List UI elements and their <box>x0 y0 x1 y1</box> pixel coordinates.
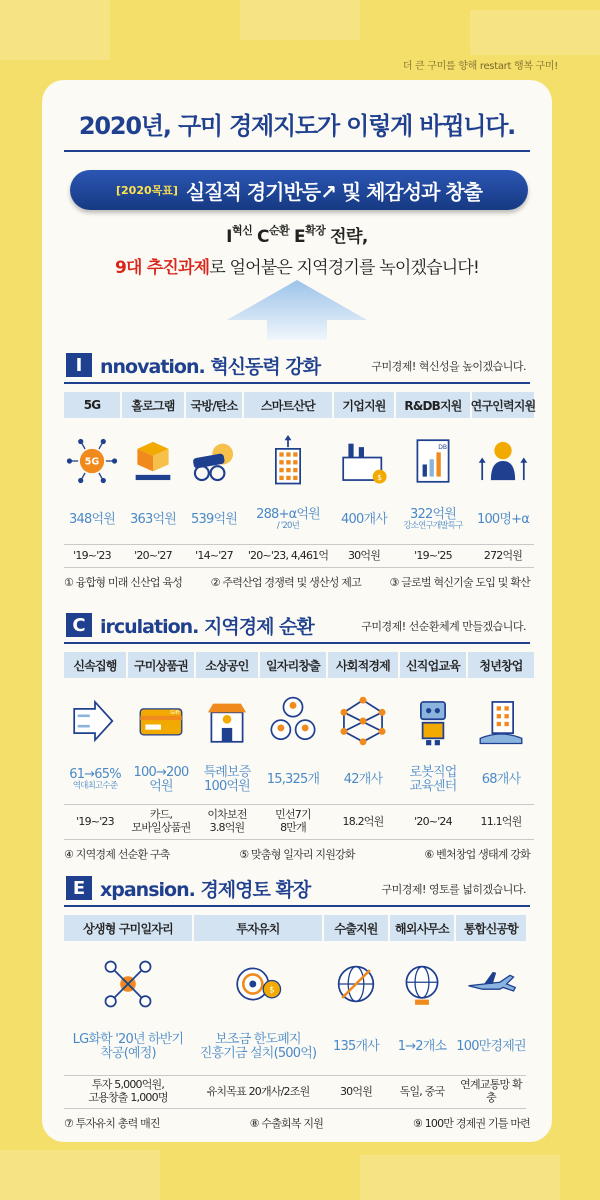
value-main: 61→65% <box>69 767 121 783</box>
task-item: ⑧ 수출회복 지원 <box>249 1117 324 1130</box>
value-main: 특례보증 100억원 <box>203 764 251 794</box>
store-icon <box>196 682 258 760</box>
detail-cell: '20~'27 <box>134 548 172 562</box>
strategy-word: 전략, <box>330 227 368 247</box>
section-divider <box>64 382 530 384</box>
value-cell <box>396 500 470 540</box>
value-main: 보조금 한도폐지 진흥기금 설치(500억) <box>199 1031 317 1061</box>
value-main: 100만경제권 <box>456 1038 526 1054</box>
strategy-c-sub: 순환 <box>268 224 290 237</box>
strategy-e-sub: 확장 <box>305 224 326 237</box>
section-letter: E <box>66 876 92 900</box>
detail-cell: 유치목표 20개사/2조원 <box>206 1084 310 1098</box>
gift-card-icon <box>128 682 194 760</box>
value-row <box>64 760 534 800</box>
header-cell: R&DB지원 <box>396 392 470 418</box>
detail-cell: 30억원 <box>339 1084 373 1098</box>
value-cell <box>328 760 398 800</box>
detail-row <box>64 804 534 840</box>
researcher-growth-icon <box>472 422 534 500</box>
header-cell: 해외사무소 <box>390 915 454 941</box>
svg-text:Gift: Gift <box>170 710 180 717</box>
bg-tile <box>0 0 110 60</box>
detail-cell: '19~'23 <box>73 548 111 562</box>
airplane-icon <box>456 945 526 1023</box>
section-divider <box>64 642 530 644</box>
header-cell: 일자리창출 <box>260 652 326 678</box>
header-cell: 기업지원 <box>334 392 394 418</box>
svg-text:$: $ <box>269 985 275 996</box>
value-note: 강소연구개발특구 <box>403 521 463 532</box>
page-title: 2020년, 구미 경제지도가 이렇게 바뀝니다. <box>78 112 516 140</box>
smart-factory-icon <box>244 422 332 500</box>
strategy-e: E <box>293 227 306 247</box>
detail-cell: 272억원 <box>483 548 523 562</box>
up-arrow-icon <box>227 280 367 340</box>
svg-text:DB: DB <box>438 443 448 451</box>
detail-cell: 투자 5,000억원, 고용창출 1,000명 <box>88 1078 168 1104</box>
overseas-globe-icon <box>390 945 454 1023</box>
value-main: 1→2개소 <box>397 1038 447 1054</box>
icon-row <box>64 422 534 500</box>
task-item: ① 융합형 미래 신산업 육성 <box>64 576 183 589</box>
task-list <box>64 574 530 590</box>
value-cell <box>196 760 258 800</box>
detail-cell: '20~'24 <box>414 814 452 828</box>
bg-tile <box>240 0 360 40</box>
detail-cell: '19~'23 <box>76 814 114 828</box>
investment-target-icon <box>194 945 322 1023</box>
header-cell: 수출지원 <box>324 915 388 941</box>
value-cell <box>334 500 394 540</box>
company-support-icon <box>334 422 394 500</box>
section-subtitle: 구미경제! 선순환체계 만들겠습니다. <box>361 620 526 633</box>
bg-tile <box>360 1155 560 1200</box>
value-cell <box>64 760 126 800</box>
section-title: nnovation. 혁신동력 강화 <box>100 355 321 378</box>
value-cell <box>128 760 194 800</box>
detail-cell: '20~'23, 4,461억 <box>247 548 329 562</box>
goal-tag: [2020목표] <box>115 184 178 197</box>
section-divider <box>64 905 530 907</box>
value-cell <box>186 500 242 540</box>
value-main: 363억원 <box>130 511 176 527</box>
cannon-icon <box>186 422 242 500</box>
detail-cell: 이차보전 3.8억원 <box>207 808 247 834</box>
social-network-icon <box>328 682 398 760</box>
detail-cell: 30억원 <box>347 548 381 562</box>
value-cell <box>122 500 184 540</box>
section-title: irculation. 지역경제 순환 <box>100 615 314 638</box>
value-cell <box>400 760 466 800</box>
robot-icon <box>400 682 466 760</box>
header-cell: 사회적경제 <box>328 652 398 678</box>
task-list <box>64 846 530 862</box>
svg-text:$: $ <box>377 473 383 483</box>
value-main: 42개사 <box>343 771 383 787</box>
strategy-line2 <box>42 253 552 278</box>
header-cell: 청년창업 <box>468 652 534 678</box>
section-subtitle: 구미경제! 영토를 넓히겠습니다. <box>381 883 526 896</box>
goal-text: 실질적 경기반등↗ 및 체감성과 창출 <box>185 179 482 204</box>
value-main: 15,325개 <box>266 771 320 787</box>
task-item: ② 주력산업 경쟁력 및 생산성 제고 <box>210 576 361 589</box>
icon-row <box>64 945 526 1023</box>
strategy-i-sub: 혁신 <box>231 224 253 237</box>
detail-cell: '14~'27 <box>195 548 233 562</box>
value-row <box>64 1023 526 1071</box>
strategy-line <box>42 222 552 247</box>
header-cell: 상생형 구미일자리 <box>64 915 192 941</box>
hologram-icon <box>122 422 184 500</box>
export-globe-icon <box>324 945 388 1023</box>
task-list <box>64 1115 530 1131</box>
header-row <box>64 392 534 418</box>
header-cell: 5G <box>64 392 120 418</box>
section-heading <box>66 875 310 901</box>
task-item: ⑥ 벤처창업 생태계 강화 <box>424 848 530 861</box>
detail-cell: 연계교통망 확충 <box>460 1078 522 1104</box>
task-item: ③ 글로벌 혁신기술 도입 및 확산 <box>389 576 530 589</box>
section-heading <box>66 352 320 378</box>
strategy-c: C <box>256 227 269 247</box>
content-card <box>42 80 552 1142</box>
value-cell <box>324 1023 388 1071</box>
value-row <box>64 500 534 540</box>
rdb-chart-icon <box>396 422 470 500</box>
value-cell <box>194 1023 322 1071</box>
strategy-i: I <box>226 227 232 247</box>
value-cell <box>260 760 326 800</box>
header-cell: 홀로그램 <box>122 392 184 418</box>
task-item: ⑨ 100만 경제권 기틀 마련 <box>412 1117 530 1130</box>
task-item: ⑦ 투자유치 총력 매진 <box>64 1117 160 1130</box>
bg-tile <box>470 10 600 55</box>
people-network-icon <box>260 682 326 760</box>
value-main: 135개사 <box>333 1038 379 1054</box>
value-cell <box>390 1023 454 1071</box>
detail-row <box>64 544 534 568</box>
value-cell <box>64 1023 192 1071</box>
value-main: LG화학 '20년 하반기 착공(예정) <box>72 1031 184 1061</box>
detail-row <box>64 1075 526 1109</box>
header-cell: 구미상품권 <box>128 652 194 678</box>
value-note: / '20년 <box>276 521 300 532</box>
value-cell <box>472 500 534 540</box>
value-main: 100명+α <box>476 511 530 527</box>
header-cell: 신속집행 <box>64 652 126 678</box>
value-cell <box>244 500 332 540</box>
detail-cell: 18.2억원 <box>342 814 384 828</box>
value-cell <box>64 500 120 540</box>
section-title: xpansion. 경제영토 확장 <box>100 878 311 901</box>
header-row <box>64 915 526 941</box>
partnership-network-icon <box>64 945 192 1023</box>
value-cell <box>456 1023 526 1071</box>
title-divider <box>64 150 530 152</box>
header-cell: 연구인력지원 <box>472 392 534 418</box>
detail-cell: 민선7기 8만개 <box>275 808 311 834</box>
header-cell: 국방/탄소 <box>186 392 242 418</box>
slogan: 더 큰 구미를 향해 restart 행복 구미! <box>402 61 558 72</box>
header-cell: 소상공인 <box>196 652 258 678</box>
value-cell <box>468 760 534 800</box>
value-note: 역대최고수준 <box>72 781 118 792</box>
fast-arrow-icon <box>64 682 126 760</box>
value-main: 322억원 <box>410 507 456 523</box>
detail-cell: '19~'25 <box>414 548 452 562</box>
detail-cell: 카드, 모바일상품권 <box>131 808 191 834</box>
value-main: 288+α억원 <box>256 507 320 523</box>
detail-cell: 11.1억원 <box>480 814 522 828</box>
strategy-highlight: 9대 추진과제 <box>114 258 210 278</box>
section-heading <box>66 612 314 638</box>
bg-tile <box>0 1150 160 1200</box>
value-main: 100→200억원 <box>133 764 189 794</box>
section-letter: C <box>66 613 92 637</box>
detail-cell: 독일, 중국 <box>399 1084 445 1098</box>
strategy-rest: 로 얼어붙은 지역경기를 녹이겠습니다! <box>209 258 480 278</box>
value-main: 348억원 <box>69 511 115 527</box>
5g-network-icon <box>64 422 120 500</box>
section-subtitle: 구미경제! 혁신성을 높이겠습니다. <box>371 360 526 373</box>
header-cell: 통합신공항 <box>456 915 526 941</box>
task-item: ⑤ 맞춤형 일자리 지원강화 <box>239 848 355 861</box>
section-letter: I <box>66 353 92 377</box>
header-row <box>64 652 534 678</box>
header-cell: 투자유치 <box>194 915 322 941</box>
goal-banner <box>70 170 528 210</box>
header-cell: 스마트산단 <box>244 392 332 418</box>
value-main: 로봇직업 교육센터 <box>409 764 457 794</box>
value-main: 539억원 <box>191 511 237 527</box>
svg-text:5G: 5G <box>84 456 100 468</box>
startup-building-icon <box>468 682 534 760</box>
task-item: ④ 지역경제 선순환 구축 <box>64 848 170 861</box>
value-main: 400개사 <box>341 511 387 527</box>
header-cell: 신직업교육 <box>400 652 466 678</box>
value-main: 68개사 <box>481 771 521 787</box>
icon-row <box>64 682 534 760</box>
